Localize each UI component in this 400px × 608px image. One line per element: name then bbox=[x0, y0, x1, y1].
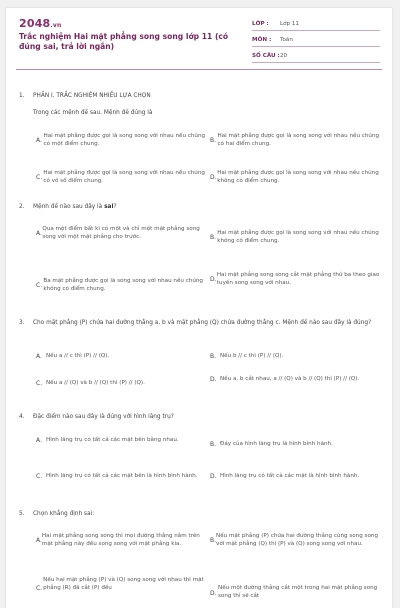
option-text: Hai mặt phẳng song song cắt mặt phẳng thứ ba theo giao tuyến song song với nhau. bbox=[216, 272, 380, 287]
header-divider bbox=[16, 69, 382, 70]
meta-value: Lớp 11 bbox=[280, 20, 299, 27]
meta-value: 20 bbox=[280, 52, 288, 59]
option-letter: D. bbox=[210, 275, 217, 283]
option-letter: C. bbox=[36, 379, 43, 387]
option-letter: C. bbox=[36, 281, 43, 289]
question-header bbox=[19, 203, 379, 212]
question-header bbox=[19, 413, 379, 422]
option-text: Hai mặt phẳng được gọi là song song với nhau nếu chúng không có điểm chung. bbox=[217, 230, 379, 245]
option-3d[interactable] bbox=[210, 375, 380, 383]
document-header bbox=[6, 8, 392, 60]
option-letter: D. bbox=[210, 590, 217, 597]
option-1c[interactable] bbox=[36, 169, 208, 186]
option-letter: A. bbox=[36, 436, 42, 444]
option-1d[interactable] bbox=[210, 169, 380, 186]
option-text: Nếu a, b cắt nhau, a // (Q) và b // (Q) thì (P) // (Q). bbox=[220, 376, 360, 382]
option-4b[interactable] bbox=[210, 440, 380, 448]
option-letter: B. bbox=[210, 352, 217, 360]
question-text: Chọn khẳng định sai: bbox=[33, 511, 95, 517]
meta-row-subject bbox=[252, 33, 380, 47]
meta-label: MÔN : bbox=[252, 36, 272, 43]
question-number: 4. bbox=[19, 414, 25, 420]
option-letter: B. bbox=[210, 440, 217, 448]
option-text: Nếu a // c thì (P) // (Q). bbox=[46, 353, 110, 359]
option-text: Hai mặt phẳng được gọi là song song với nhau nếu chúng có vô số điểm chung. bbox=[43, 170, 205, 185]
question-header bbox=[19, 92, 379, 101]
option-text: Nếu một đường thẳng cắt một trong hai mặt phẳng song song thì sẽ cắt bbox=[218, 585, 378, 600]
option-4d[interactable] bbox=[210, 472, 380, 480]
question-header bbox=[19, 510, 379, 519]
option-letter: A. bbox=[36, 229, 42, 237]
option-text: Hai mặt phẳng được gọi là song song với nhau nếu chúng có hai điểm chung. bbox=[217, 133, 380, 148]
option-2d[interactable] bbox=[210, 271, 380, 288]
question-number: 3. bbox=[19, 320, 25, 326]
question-1 bbox=[19, 92, 379, 117]
meta-label: LỚP : bbox=[252, 20, 269, 27]
option-1a[interactable] bbox=[36, 132, 208, 149]
question-header bbox=[19, 319, 379, 328]
question-text bbox=[33, 203, 379, 212]
option-5a[interactable] bbox=[36, 532, 208, 549]
page-title: Trắc nghiệm Hai mặt phẳng song song lớp 11 (có đúng sai, trả lời ngắn) bbox=[19, 32, 229, 51]
option-text: Hai mặt phẳng được gọi là song song với nhau nếu chúng không có điểm chung. bbox=[217, 170, 379, 185]
option-text: Hình lăng trụ có tất cả các mặt là hình bình hành. bbox=[220, 473, 360, 479]
question-2 bbox=[19, 203, 379, 212]
option-text: Nếu hai mặt phẳng (P) và (Q) song song với nhau thì mặt phẳng (R) đã cắt (P) đều bbox=[43, 577, 204, 592]
question-number: 5. bbox=[19, 511, 25, 517]
option-5c[interactable] bbox=[36, 576, 208, 593]
option-text: Nếu mặt phẳng (P) chứa hai đường thẳng cùng song song với mặt phẳng (Q) thì (P) và (Q) song song với nhau. bbox=[216, 533, 378, 548]
question-number: 2. bbox=[19, 204, 25, 210]
option-letter: A. bbox=[36, 536, 42, 544]
question-number: 1. bbox=[19, 93, 25, 99]
option-letter: C. bbox=[36, 472, 43, 480]
option-text: Ba mặt phẳng được gọi là song song với nhau nếu chúng không có điểm chung. bbox=[43, 278, 203, 293]
question-text: Đặc điểm nào sau đây là đúng với hình lăng trụ? bbox=[33, 414, 174, 420]
option-letter: B. bbox=[210, 136, 217, 144]
question-text: Cho mặt phẳng (P) chứa hai đường thẳng a, b và mặt phẳng (Q) chứa đường thẳng c. Mệnh đề nào sau đây là đúng? bbox=[33, 320, 372, 326]
question-text-emphasis: sai bbox=[104, 204, 114, 210]
option-text: Nếu b // c thì (P) // (Q). bbox=[220, 353, 284, 359]
meta-value: Toán bbox=[280, 36, 293, 43]
option-2c[interactable] bbox=[36, 277, 208, 294]
option-text: Nếu a // (Q) và b // (Q) thì (P) // (Q). bbox=[46, 380, 145, 386]
option-letter: A. bbox=[36, 352, 42, 360]
option-text: Đáy của hình lăng trụ là hình bình hành. bbox=[220, 441, 333, 447]
question-5 bbox=[19, 510, 379, 519]
meta-info bbox=[252, 17, 380, 65]
meta-row-class bbox=[252, 17, 380, 31]
option-5d[interactable] bbox=[210, 584, 380, 601]
option-text: Hai mặt phẳng được gọi là song song với nhau nếu chúng có một điểm chung. bbox=[43, 133, 206, 148]
meta-row-count bbox=[252, 49, 380, 63]
option-letter: C. bbox=[36, 173, 43, 181]
question-4 bbox=[19, 413, 379, 422]
option-1b[interactable] bbox=[210, 132, 380, 149]
option-text: Hình lăng trụ có tất cả các mặt bên bằng nhau. bbox=[46, 437, 179, 443]
option-2a[interactable] bbox=[36, 225, 208, 242]
question-text-post: ? bbox=[113, 204, 117, 210]
option-4c[interactable] bbox=[36, 472, 208, 480]
option-3a[interactable] bbox=[36, 352, 208, 360]
option-3c[interactable] bbox=[36, 379, 208, 387]
option-letter: C. bbox=[36, 585, 43, 592]
option-letter: B. bbox=[210, 536, 217, 544]
option-letter: D. bbox=[210, 472, 217, 480]
site-logo[interactable] bbox=[19, 17, 61, 30]
question-3 bbox=[19, 319, 379, 328]
option-letter: D. bbox=[210, 173, 217, 181]
option-text: Hình lăng trụ có tất cả các mặt bên là hình bình hành. bbox=[46, 473, 198, 479]
option-5b[interactable] bbox=[210, 532, 380, 549]
question-text-pre: Mệnh đề nào sau đây là bbox=[33, 204, 105, 210]
option-4a[interactable] bbox=[36, 436, 208, 444]
logo-sub: .vn bbox=[50, 22, 62, 29]
question-text: Trong các mệnh đề sau. Mệnh đề đúng là bbox=[33, 109, 153, 116]
document-page bbox=[6, 8, 392, 608]
meta-label: SỐ CÂU : bbox=[252, 52, 280, 59]
option-2b[interactable] bbox=[210, 229, 380, 246]
option-letter: D. bbox=[210, 375, 217, 383]
option-text: Qua một điểm bất kì có một và chỉ một mặt phẳng song song với một mặt phẳng cho trước. bbox=[42, 226, 200, 241]
option-letter: A. bbox=[36, 136, 42, 144]
option-3b[interactable] bbox=[210, 352, 380, 360]
logo-main: 2048 bbox=[19, 17, 51, 30]
option-text: Hai mặt phẳng song song thì mọi đường thẳng nằm trên mặt phẳng này đều song song với mặt phẳng kia. bbox=[41, 533, 200, 548]
option-letter: B. bbox=[210, 233, 217, 241]
section-title: PHẦN I. TRẮC NGHIỆM NHIỀU LỰA CHỌN bbox=[33, 93, 151, 99]
